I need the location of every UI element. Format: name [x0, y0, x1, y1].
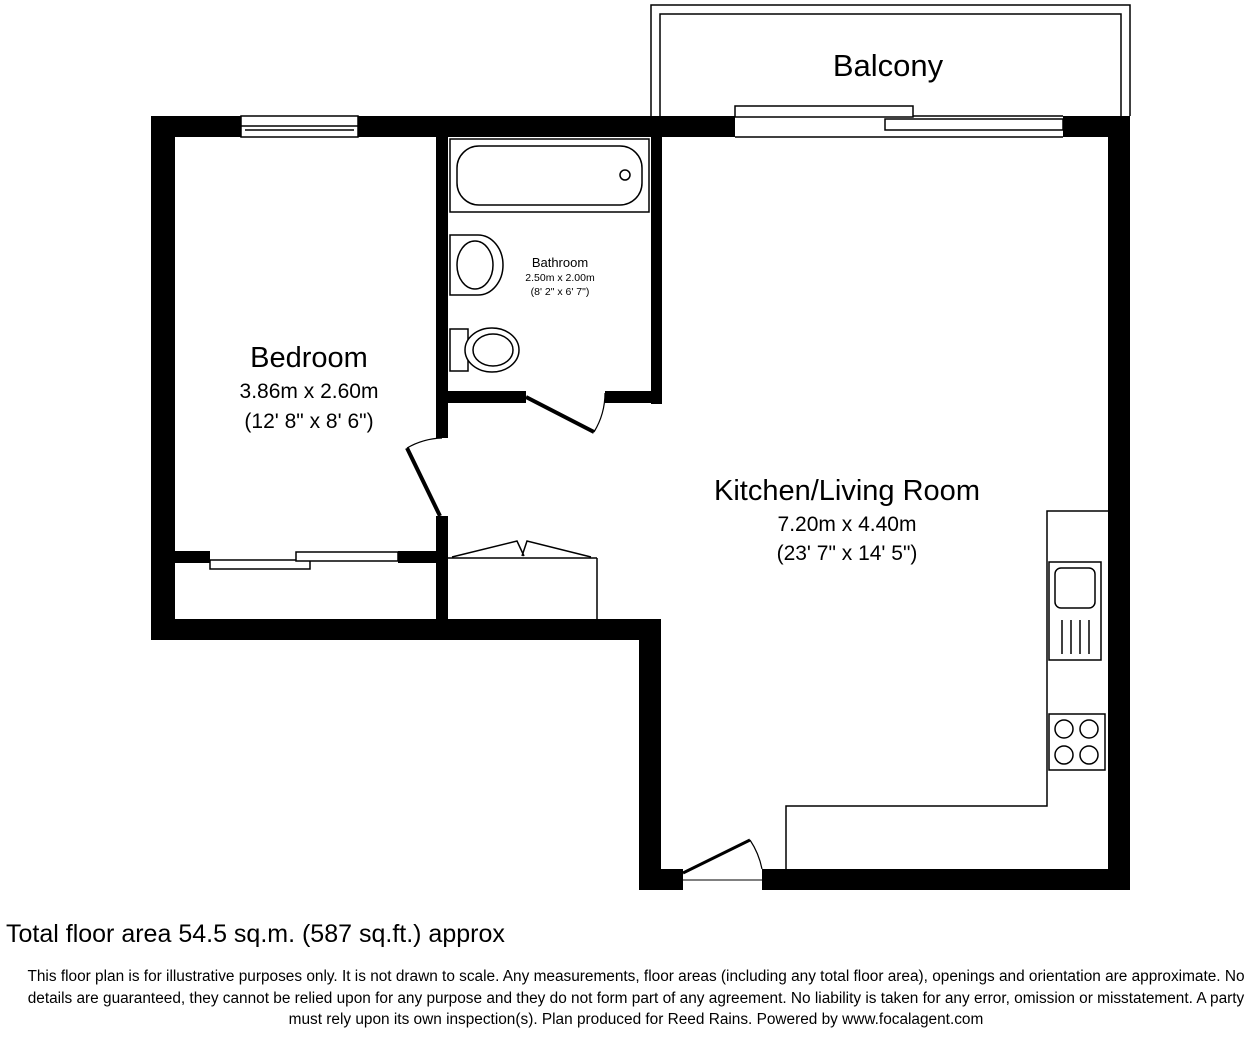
kitchen-dim-m: 7.20m x 4.40m [777, 513, 917, 536]
wall-bottom-b [762, 869, 1130, 890]
wall-right [1108, 116, 1130, 890]
wall-bottom-a [639, 869, 683, 890]
kitchen-label: Kitchen/Living Room [714, 475, 980, 507]
wall-wardrobe-b [398, 551, 436, 563]
wall-bath-bottom-b [605, 391, 662, 403]
balcony-sliding-doors [735, 106, 1063, 137]
toilet [450, 328, 519, 372]
kitchen-sink [1049, 562, 1101, 660]
wall-step [639, 619, 661, 890]
total-floor-area: Total floor area 54.5 sq.m. (587 sq.ft.) approx [6, 920, 505, 948]
balcony-label: Balcony [832, 48, 944, 83]
kitchen-dim-ft: (23' 7" x 14' 5") [776, 542, 918, 565]
wall-partition-lower [436, 516, 448, 640]
wall-bath-bottom-a [436, 391, 526, 403]
bathroom-dim-ft: (8' 2" x 6' 7") [530, 286, 590, 298]
kitchen-hob [1049, 714, 1105, 770]
wall-bath-right [651, 116, 662, 404]
wall-top-mid [358, 116, 735, 137]
wall-partition-upper [436, 116, 448, 438]
walls [151, 116, 1130, 890]
wall-left [151, 116, 175, 640]
bathroom-door [526, 393, 605, 432]
disclaimer-text: This floor plan is for illustrative purposes only. It is not drawn to scale. Any measurements, floor areas (including any total floor area), openings and orientation are approximate. No details are guaranteed, they cannot be relied upon for any purpose and they do not form part of any agreement. No liability is taken for any error, omission or misstatement. A party must rely upon its own inspection(s). Plan produced for Reed Rains. Powered by www.focalagent.com [27, 968, 1245, 1028]
hall-cupboard [448, 541, 597, 619]
bathroom-label: Bathroom [531, 255, 589, 270]
wall-wardrobe-a [175, 551, 210, 563]
basin [450, 235, 503, 295]
bathtub [450, 139, 649, 212]
bedroom-dim-m: 3.86m x 2.60m [239, 380, 379, 403]
bedroom-window [241, 116, 358, 137]
entrance-door [683, 840, 762, 880]
wall-bottom-left [151, 619, 661, 640]
bedroom-door [407, 438, 442, 516]
bedroom-dim-ft: (12' 8" x 8' 6") [244, 410, 374, 433]
bathroom-dim-m: 2.50m x 2.00m [525, 272, 595, 284]
wardrobe-sliding-doors [210, 552, 398, 569]
bedroom-label: Bedroom [250, 342, 368, 374]
